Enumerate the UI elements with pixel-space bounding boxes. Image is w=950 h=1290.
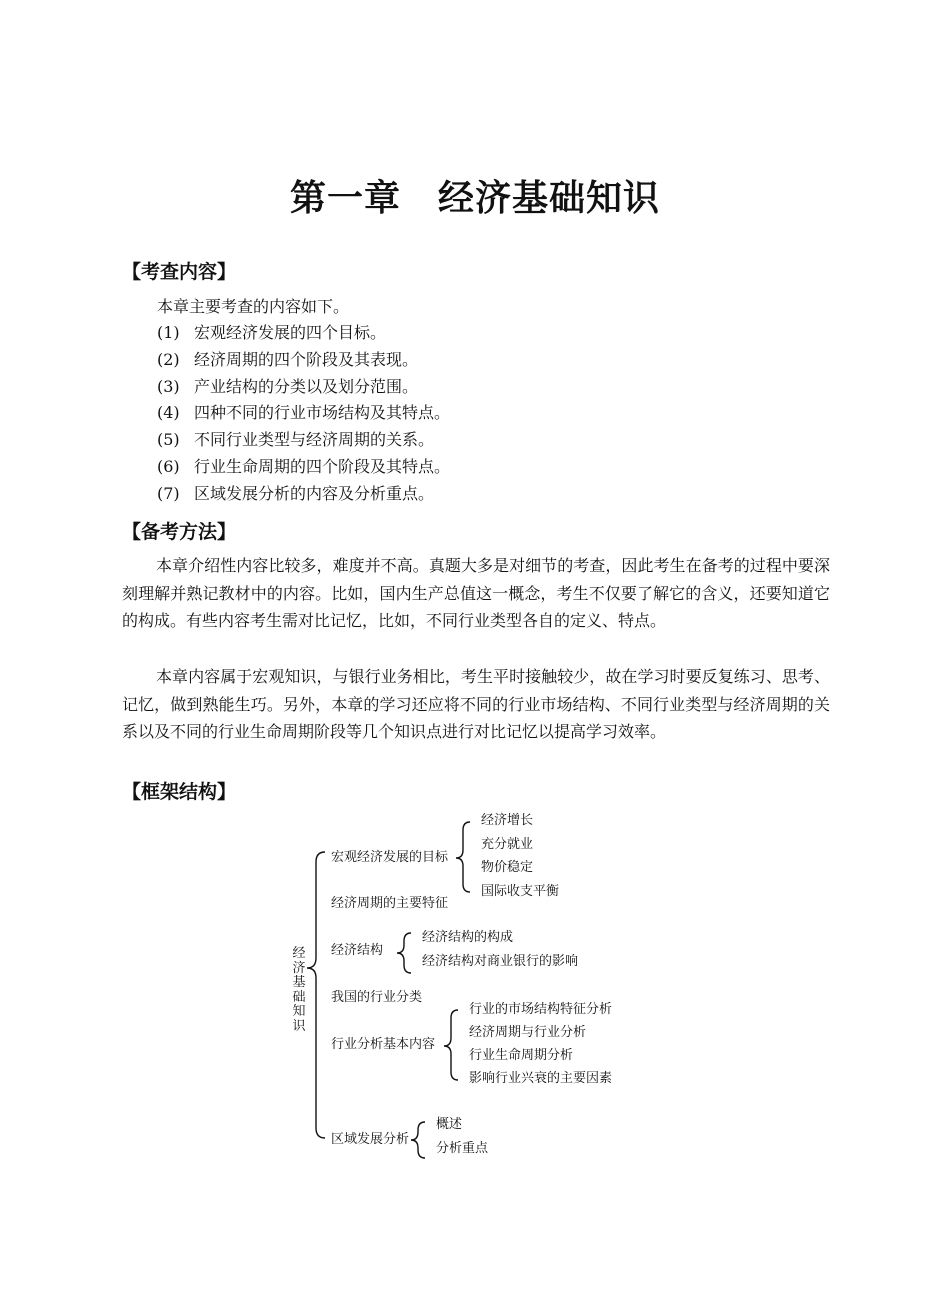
mindmap-leaf: 行业生命周期分析 (469, 1048, 574, 1063)
section-heading-framework: 【框架结构】 (122, 781, 237, 803)
list-item-number: (1) (157, 323, 180, 342)
mindmap-leaf: 经济结构对商业银行的影响 (422, 954, 579, 969)
mindmap-leaf: 行业的市场结构特征分析 (469, 1002, 613, 1017)
list-item-number: (2) (157, 349, 180, 369)
mindmap-branch: 行业分析基本内容 (331, 1037, 436, 1052)
mindmap-leaf: 物价稳定 (481, 860, 534, 875)
section-heading-content-text: 考查内容 (141, 261, 218, 283)
branch-brace-industry (444, 1010, 458, 1080)
mindmap-leaf: 充分就业 (481, 837, 534, 852)
section-heading-framework-text: 框架结构 (141, 781, 218, 803)
list-item-text: 宏观经济发展的四个目标。 (194, 323, 387, 342)
section-heading-content: 【考查内容】 (122, 261, 237, 283)
list-item-number: (6) (157, 456, 180, 476)
list-item-text: 不同行业类型与经济周期的关系。 (194, 430, 435, 450)
content-intro: 本章主要考查的内容如下。 (157, 297, 350, 316)
chapter-title: 第一章 经济基础知识 (289, 178, 660, 219)
mindmap-leaf: 经济增长 (481, 813, 534, 828)
branch-brace-regional (411, 1122, 425, 1158)
list-item-text: 产业结构的分类以及划分范围。 (194, 376, 419, 396)
list-item-text: 四种不同的行业市场结构及其特点。 (194, 403, 451, 423)
mindmap-leaf: 概述 (436, 1117, 463, 1132)
list-item-text: 行业生命周期的四个阶段及其特点。 (194, 456, 451, 476)
list-item-number: (5) (157, 430, 180, 450)
mindmap-root: 经济基础知识 (292, 946, 306, 1034)
list-item-number: (7) (157, 483, 180, 503)
mindmap-branch: 区域发展分析 (331, 1132, 410, 1147)
method-paragraph-1: 本章介绍性内容比较多，难度并不高。真题大多是对细节的考查，因此考生在备考的过程中要深刻理解并熟记教材中的内容。比如，国内生产总值这一概念，考生不仅要了解它的含义，还要知道它的构成。有些内容考生需对比记忆，比如，不同行业类型各自的定义、特点。 (122, 556, 830, 631)
list-item-text: 经济周期的四个阶段及其表现。 (194, 349, 419, 369)
mindmap-branch: 我国的行业分类 (331, 990, 423, 1005)
mindmap-branch: 宏观经济发展的目标 (331, 850, 449, 865)
mindmap-branch: 经济周期的主要特征 (331, 896, 449, 911)
mindmap-leaf: 国际收支平衡 (481, 884, 560, 899)
mindmap-leaf: 经济结构的构成 (422, 930, 514, 945)
branch-brace-structure (397, 933, 411, 973)
list-item-number: (3) (157, 376, 180, 396)
list-item-number: (4) (157, 403, 180, 423)
method-paragraph-2: 本章内容属于宏观知识，与银行业务相比，考生平时接触较少，故在学习时要反复练习、思考、记忆，做到熟能生巧。另外，本章的学习还应将不同的行业市场结构、不同行业类型与经济周期的关系以及不同的行业生命周期阶段等几个知识点进行对比记忆以提高学习效率。 (122, 667, 830, 742)
list-item-text: 区域发展分析的内容及分析重点。 (194, 483, 435, 503)
mindmap-leaf: 经济周期与行业分析 (469, 1025, 587, 1040)
section-heading-method-text: 备考方法 (141, 521, 218, 543)
branch-brace-goals (456, 822, 470, 892)
root-brace (307, 852, 325, 1138)
section-heading-method: 【备考方法】 (122, 521, 237, 543)
mindmap-leaf: 分析重点 (436, 1141, 489, 1156)
mindmap-branch: 经济结构 (331, 943, 384, 958)
mindmap-leaf: 影响行业兴衰的主要因素 (469, 1071, 613, 1086)
